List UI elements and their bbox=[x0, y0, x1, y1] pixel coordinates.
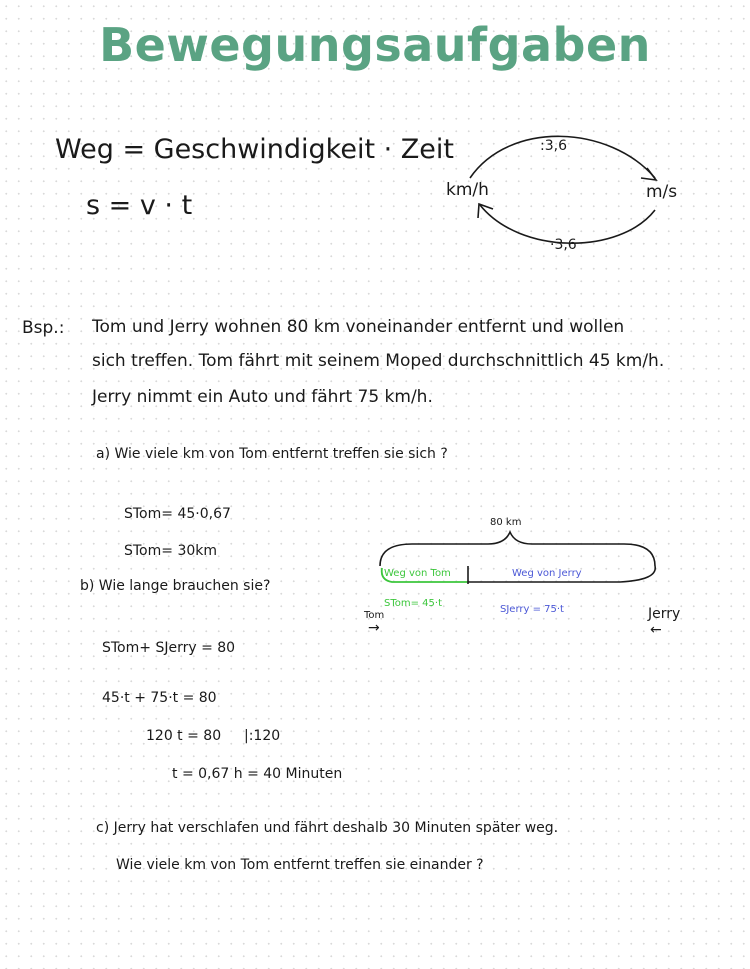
tom-right-arrow: → bbox=[368, 620, 380, 636]
jerry-segment-label: Weg von Jerry bbox=[512, 568, 582, 579]
jerry-left-arrow: ← bbox=[650, 622, 662, 638]
tom-segment-label: Weg von Tom bbox=[384, 568, 451, 579]
question-c-line-2: Wie viele km von Tom entfernt treffen sie einander ? bbox=[116, 857, 484, 873]
eq-b-3-op: |:120 bbox=[244, 728, 281, 744]
formula-words: Weg = Geschwindigkeit · Zeit bbox=[55, 134, 455, 165]
jerry-formula: SJerry = 75·t bbox=[500, 604, 564, 615]
eq-b-3: 120 t = 80 bbox=[146, 728, 222, 744]
question-a: a) Wie viele km von Tom entfernt treffen sie sich ? bbox=[96, 446, 448, 462]
example-line-1: Tom und Jerry wohnen 80 km voneinander entfernt und wollen bbox=[92, 317, 625, 337]
formula-symbols: s = v · t bbox=[86, 190, 193, 221]
eq-b-1: STom+ SJerry = 80 bbox=[102, 640, 236, 656]
example-label: Bsp.: bbox=[22, 318, 65, 338]
example-line-3: Jerry nimmt ein Auto und fährt 75 km/h. bbox=[92, 387, 433, 407]
multiply-op: ·3,6 bbox=[550, 237, 577, 253]
example-line-2: sich treffen. Tom fährt mit seinem Moped durchschnittlich 45 km/h. bbox=[92, 351, 665, 371]
question-b: b) Wie lange brauchen sie? bbox=[80, 578, 271, 594]
page-title: Bewegungsaufgaben bbox=[99, 18, 651, 72]
tom-formula: STom= 45·t bbox=[384, 598, 442, 609]
question-c-line-1: c) Jerry hat verschlafen und fährt deshalb 30 Minuten später weg. bbox=[96, 820, 559, 836]
jerry-name: Jerry bbox=[648, 606, 681, 622]
total-distance: 80 km bbox=[490, 517, 522, 528]
unit-ms: m/s bbox=[646, 182, 678, 202]
unit-kmh: km/h bbox=[446, 180, 489, 200]
calc-a-2: STom= 30km bbox=[124, 543, 218, 559]
eq-b-2: 45·t + 75·t = 80 bbox=[102, 690, 217, 706]
eq-b-4: t = 0,67 h = 40 Minuten bbox=[172, 766, 343, 782]
calc-a-1: STom= 45·0,67 bbox=[124, 506, 231, 522]
distance-brace bbox=[380, 532, 655, 566]
divide-op: :3,6 bbox=[540, 138, 567, 154]
tom-name: Tom bbox=[364, 610, 385, 621]
